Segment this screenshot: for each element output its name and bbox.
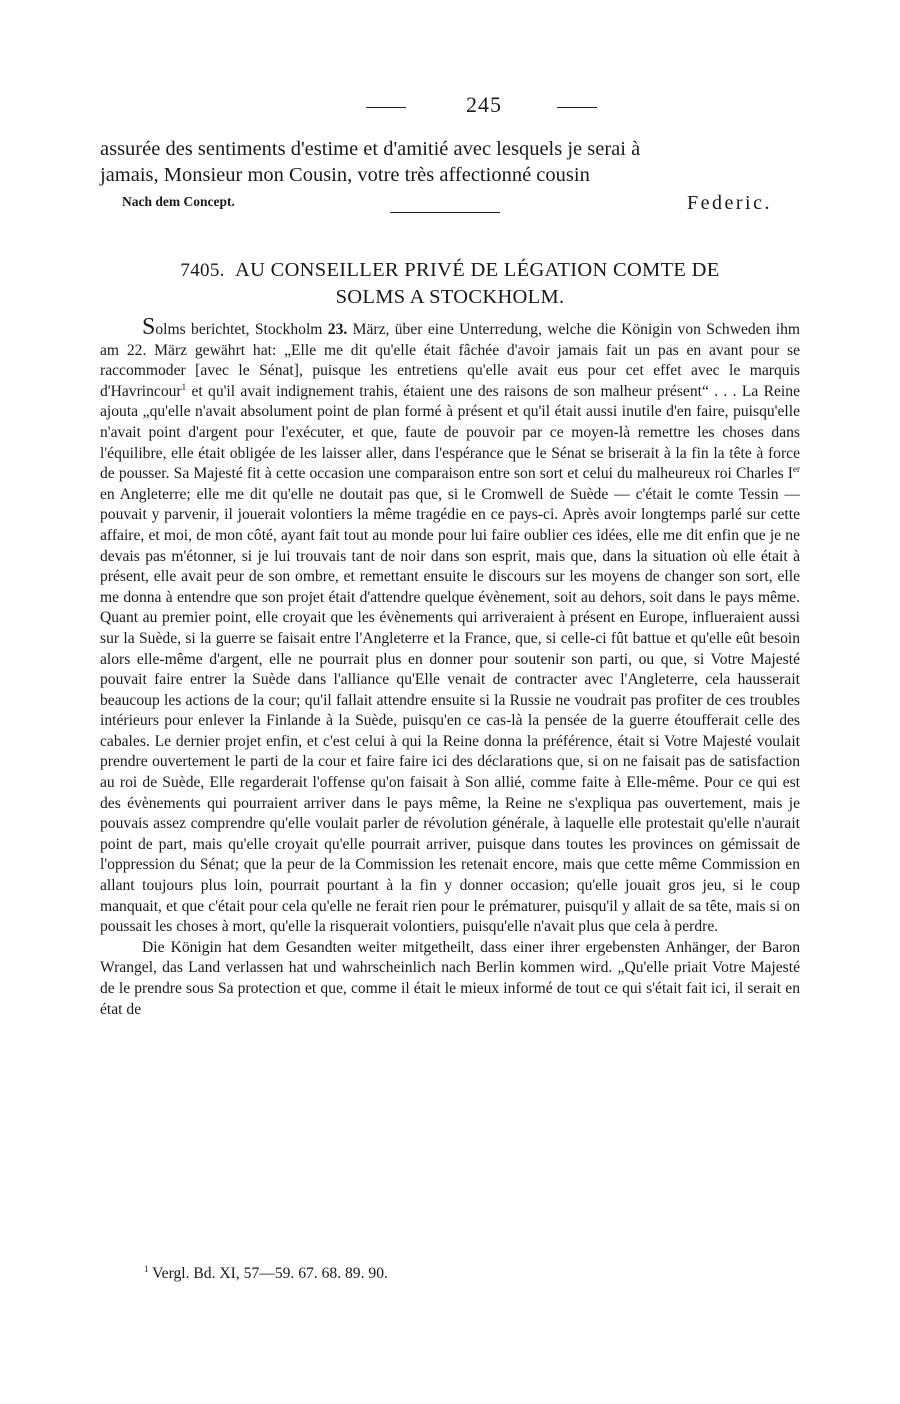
carryover-line-1: assurée des sentiments d'estime et d'amitié avec lesquels je serai à bbox=[100, 138, 641, 160]
page-number: 245 bbox=[466, 92, 502, 117]
footnote-marker: 1 bbox=[144, 1264, 149, 1274]
signature: Federic. bbox=[687, 192, 772, 214]
ordinal-superscript: er bbox=[793, 464, 800, 475]
signature-row bbox=[100, 190, 800, 220]
letter-title bbox=[100, 257, 800, 310]
date-number: 23. bbox=[327, 321, 348, 338]
letter-title-line-2: SOLMS A STOCKHOLM. bbox=[335, 286, 565, 308]
document-page bbox=[100, 92, 800, 1020]
paragraph-1: Solms berichtet, Stockholm 23. März, über eine Unterredung, welche die Königin von Schweden ihm am 22. März gewährt hat: „Elle me dit qu'elle était fâchée d'avoir jamais fait un pas en avant pour se raccommoder [avec le Sénat], puisque les entretiens qu'elle avait eus pour cet effet avec le marquis d'Havrincour$^1$ et qu'il avait indignement trahis, étaient une des raisons de son malheur présent“ . . . La Reine ajouta „qu'elle n'avait absolument point de plan formé à présent et qu'il était aussi inutile d'en faire, puisqu'elle n'avait point d'argent pour l'exécuter, et que, faute de pouvoir par ce moyen-là remettre les choses dans l'équilibre, elle était obligée de les laisser aller, dans l'espérance que le Sénat se briserait à la fin la tête à force de pousser. Sa Majesté fit à cette occasion une comparaison entre son sort et celui du malheureux roi Charles Ier en Angleterre; elle me dit qu'elle ne doutait pas que, si le Cromwell de Suède — c'était le comte Tessin — pouvait y parvenir, il jouerait volontiers la même tragédie en ce pays-ci. Après avoir longtemps parlé sur cette affaire, et moi, de mon côté, ayant fait tout au monde pour lui faire oublier ces idées, elle me dit enfin que je ne devais pas m'étonner, si je lui trouvais tant de noir dans son esprit, mais que, dans la situation où elle était à présent, elle avait peur de son ombre, et remettant ensuite le discours sur les moyens de changer son sort, elle me donna à entendre que son projet était d'attendre quelque évènement, soit au dehors, soit dans le pays même. Quant au premier point, elle croyait que les évènements qui arriveraient à présent en Europe, influeraient aussi sur la Suède, si la guerre se faisait entre l'Angleterre et la France, que, si celle-ci fût battue et qu'elle eût besoin alors elle-même d'argent, elle ne pourrait plus en donner pour soutenir son parti, ou que, si Votre Majesté pouvait faire entrer la Suède dans l'alliance qu'Elle venait de contracter avec l'Angleterre, cela hausserait beaucoup les actions de la cour; qu'il fallait attendre ensuite si la Russie ne voudrait pas profiter de ces troubles intérieurs pour enlever la Finlande à la Suède, puisqu'en ce cas-là la pensée de la guerre étoufferait celle des cabales. Le dernier projet enfin, et c'est celui à qui la Reine donna la préférence, était si Votre Majesté voulait prendre ouvertement le parti de la cour et faire faire ici des déclarations que, si on ne faisait pas de satisfaction au roi de Suède, Elle regarderait l'offense qu'on faisait à Son allié, comme faite à Elle-même. Pour ce qui est des évènements qui pourraient arriver dans le pays même, la Reine ne s'expliqua pas ouvertement, mais je pouvais assez comprendre qu'elle voulait parler de révolution générale, à laquelle elle protestait qu'elle n'aurait point de part, mais qu'elle croyait qu'elle pourrait arriver, puisque dans toutes les provinces on gémissait de l'oppression du Sénat; que la peur de la Commission les retenait encore, mais que cette même Commission en allant toujours plus loin, pourrait pourtant à la fin y donner occasion; qu'elle jouait gros jeu, si le coup manquait, et que c'était pour cela qu'elle ne ferait rien pour le prématurer, puisqu'il y allait de sa tête, mais si on poussait les choses à mort, qu'elle la risquerait volontiers, puisqu'elle n'avait plus que cela à perdre. bbox=[100, 314, 800, 936]
initial-letter: S bbox=[142, 314, 156, 340]
header-rule-left bbox=[366, 107, 406, 108]
footnote bbox=[144, 1265, 388, 1283]
letter-body bbox=[100, 314, 800, 1020]
carryover-text bbox=[100, 136, 800, 188]
running-header bbox=[100, 92, 800, 132]
footnote-reference: 1 bbox=[181, 381, 187, 392]
letter-number: 7405. bbox=[180, 260, 225, 281]
letter-title-line-1: AU CONSEILLER PRIVÉ DE LÉGATION COMTE DE bbox=[234, 259, 720, 281]
header-rule-right bbox=[557, 107, 597, 108]
paragraph-2: Die Königin hat dem Gesandten weiter mitgetheilt, dass einer ihrer ergebensten Anhänger, der Baron Wrangel, das Land verlassen hat und wahrscheinlich nach Berlin kommen wird. „Qu'elle priait Votre Majesté de le prendre sous Sa protection et que, comme il était le mieux informé de tout ce qui s'était fait ici, il serait en état de bbox=[100, 938, 800, 1018]
carryover-line-2: jamais, Monsieur mon Cousin, votre très affectionné cousin bbox=[100, 164, 590, 186]
footnote-text: Vergl. Bd. XI, 57—59. 67. 68. 89. 90. bbox=[148, 1265, 388, 1282]
source-note: Nach dem Concept. bbox=[122, 194, 235, 209]
